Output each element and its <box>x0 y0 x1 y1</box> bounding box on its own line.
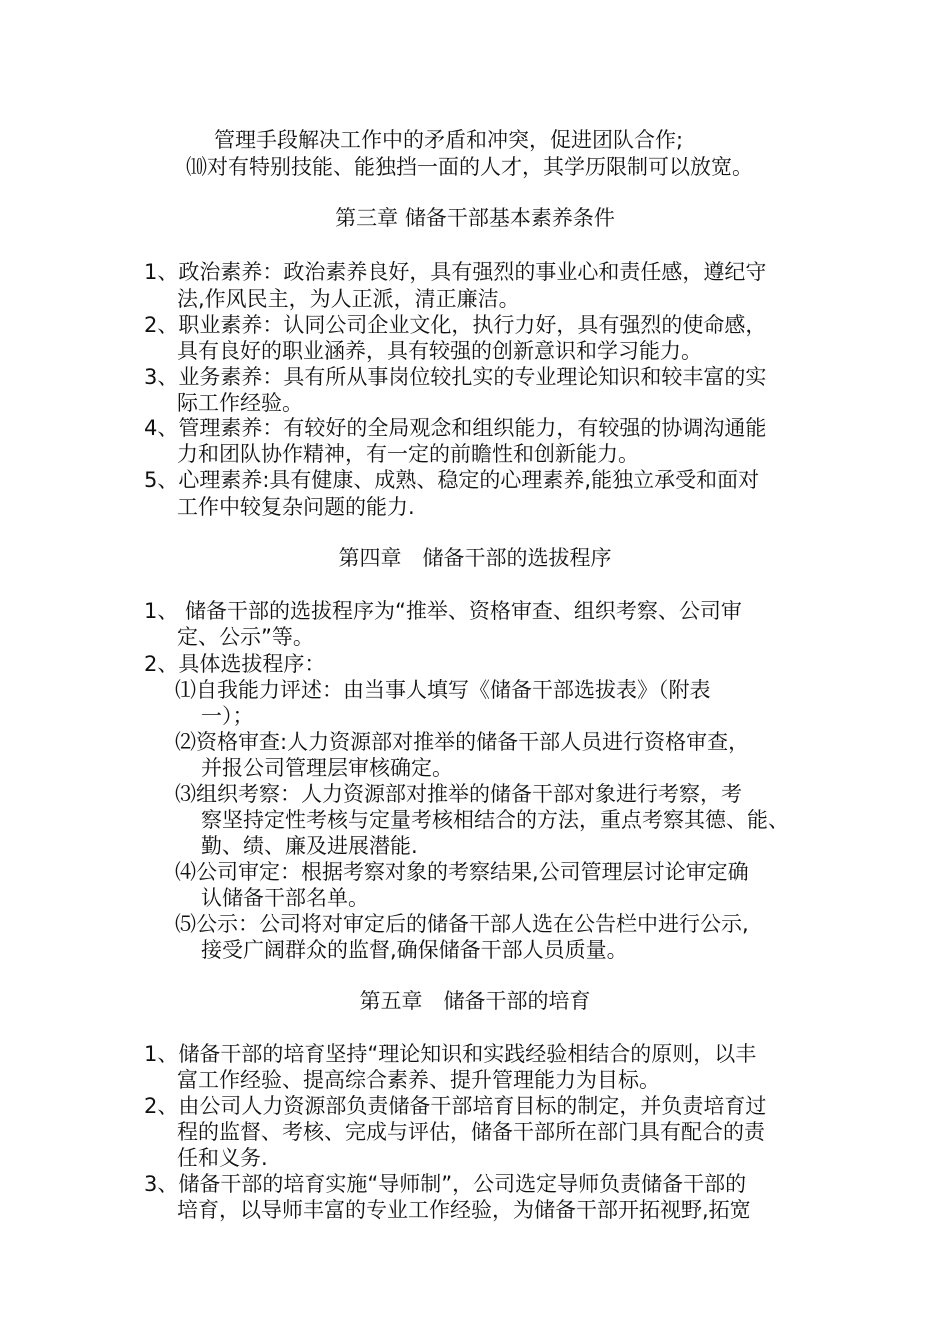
sub-item: ⑵资格审查:人力资源部对推举的储备干部人员进行资格审查， <box>175 730 750 754</box>
list-item: 4、管理素养：有较好的全局观念和组织能力，有较强的协调沟通能 <box>144 416 767 440</box>
sub-item-cont: 勤、绩、廉及进展潜能. <box>201 834 418 858</box>
sub-item: ⑴自我能力评述：由当事人填写《储备干部选拔表》（附表 <box>175 678 711 702</box>
list-item-cont: 法,作风民主，为人正派，清正廉洁。 <box>177 287 520 311</box>
sub-item-cont: 并报公司管理层审核确定。 <box>201 756 453 780</box>
list-item: 1、储备干部的培育坚持“理论知识和实践经验相结合的原则，以丰 <box>144 1042 757 1066</box>
list-item: 1、政治素养：政治素养良好，具有强烈的事业心和责任感，遵纪守 <box>144 260 767 284</box>
list-item-cont: 际工作经验。 <box>177 391 303 415</box>
sub-item-cont: 察坚持定性考核与定量考核相结合的方法，重点考察其德、能、 <box>201 808 789 832</box>
list-item-cont: 力和团队协作精神，有一定的前瞻性和创新能力。 <box>177 442 639 466</box>
list-item: 1、 储备干部的选拔程序为“推举、资格审查、组织考察、公司审 <box>144 599 742 623</box>
list-item: 2、职业素养：认同公司企业文化，执行力好，具有强烈的使命感， <box>144 313 767 337</box>
sub-item: ⑷公司审定：根据考察对象的考察结果,公司管理层讨论审定确 <box>175 860 749 884</box>
chapter-title: 第五章 储备干部的培育 <box>359 989 591 1013</box>
list-item-cont: 工作中较复杂问题的能力. <box>177 495 415 519</box>
sub-item-cont: 接受广阔群众的监督,确保储备干部人员质量。 <box>201 938 628 962</box>
text-line: ⑽对有特别技能、能独挡一面的人才，其学历限制可以放宽。 <box>186 155 753 179</box>
list-item-cont: 培育，以导师丰富的专业工作经验，为储备干部开拓视野,拓宽 <box>177 1198 751 1222</box>
list-item-cont: 程的监督、考核、完成与评估，储备干部所在部门具有配合的责 <box>177 1120 765 1144</box>
list-item: 3、业务素养：具有所从事岗位较扎实的专业理论知识和较丰富的实 <box>144 365 767 389</box>
list-item: 3、储备干部的培育实施“导师制”，公司选定导师负责储备干部的 <box>144 1172 747 1196</box>
sub-item-cont: 一）； <box>201 704 254 728</box>
text-line: 管理手段解决工作中的矛盾和冲突，促进团队合作; <box>214 128 684 152</box>
sub-item: ⑶组织考察：人力资源部对推举的储备干部对象进行考察，考 <box>175 782 742 806</box>
list-item-cont: 富工作经验、提高综合素养、提升管理能力为目标。 <box>177 1068 660 1092</box>
chapter-title: 第三章 储备干部基本素养条件 <box>335 206 615 230</box>
list-item-cont: 定、公示”等。 <box>177 625 314 649</box>
sub-item-cont: 认储备干部名单。 <box>201 886 369 910</box>
sub-item: ⑸公示：公司将对审定后的储备干部人选在公告栏中进行公示, <box>175 912 749 936</box>
list-item: 2、由公司人力资源部负责储备干部培育目标的制定，并负责培育过 <box>144 1094 767 1118</box>
list-item: 2、具体选拔程序： <box>144 652 326 676</box>
list-item-cont: 具有良好的职业涵养，具有较强的创新意识和学习能力。 <box>177 339 702 363</box>
chapter-title: 第四章 储备干部的选拔程序 <box>338 546 612 570</box>
list-item: 5、心理素养:具有健康、成熟、稳定的心理素养,能独立承受和面对 <box>144 468 760 492</box>
list-item-cont: 任和义务. <box>177 1146 268 1170</box>
